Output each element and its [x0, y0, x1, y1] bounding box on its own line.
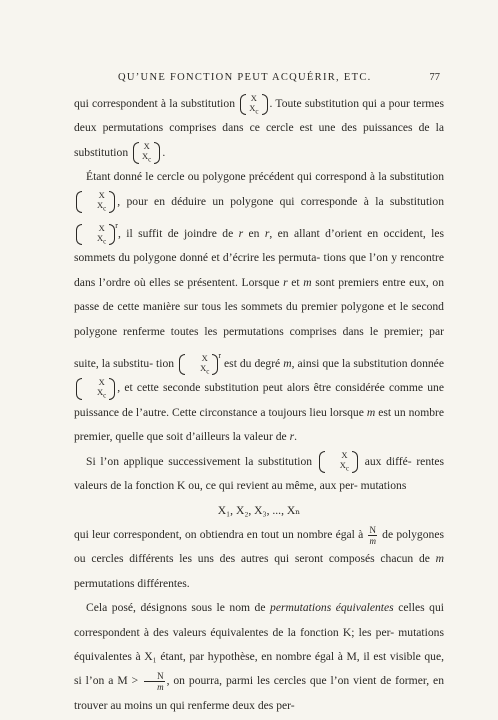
fraction-n-over-m: $\frac{N}{m}$ — [369, 524, 376, 546]
paragraph-3-continued: qui leur correspondent, on obtiendra en tout un nombre égal à $\frac{N}{m}$ de polygones ou cercles différents les uns des autres qui seront composés chacun de m permutations différentes. — [74, 524, 445, 590]
fraction-n-over-m: $\frac{N}{m}$ — [144, 671, 165, 692]
substitution-matrix: X $X_c$ — [240, 93, 267, 117]
permutation-sequence: X₁, X₂, X₃, ..., Xₙ — [217, 503, 301, 517]
paragraph-3: Si l’on applique successivement la substitution X $X_c$ aux diffé- rentes valeurs de la fonction K ou, ce qui revient au même, aux per- mutations — [74, 450, 444, 493]
substitution-matrix: X $X_c$ — [76, 190, 115, 214]
page-header — [0, 72, 498, 88]
paragraph-4: Cela posé, désignons sous le nom de permutations équivalentes celles qui correspondent à des valeurs équivalentes de la fonction K; les per- mutations équivalentes à X₁ étant, par hypothèse, en nombre égal à M, il est visible que, si l’on a M > $\frac{N}{m}$ , on pourra, parmi les cercles que l’on vient de former, en trouver au moins un qui renferme deux des per- — [74, 601, 445, 712]
substitution-matrix: X $X_c$ — [319, 450, 358, 474]
substitution-matrix: X $X_c$ — [76, 223, 115, 247]
paragraph-1: qui correspondent à la substitution X $X_c$ . Toute substitution qui a pour termes deux permutations comprises dans ce cercle est une des puissances de la substitution X $X_c$ . — [74, 92, 444, 164]
page-body — [74, 92, 444, 718]
substitution-matrix: X $X_c$ — [76, 377, 115, 401]
running-title: QU’UNE FONCTION PEUT ACQUÉRIR, ETC. — [118, 72, 372, 83]
substitution-matrix: X $X_c$ — [133, 141, 160, 165]
paragraph-2: Étant donné le cercle ou polygone précédent qui correspond à la substitution X $X_c$ , pour en déduire un polygone qui corresponde à la substitution X $X_c$ $^r$, il suffit de joindre de r en r, en allant d’orient en occident, les sommets du polygone donné et d’écrire les permuta- tions que l’on y rencontre dans l’ordre où elles se présentent. Lorsque r et m sont premiers entre eux, on passe de cette manière sur tous les sommets du premier polygone et le second polygone renferme toutes les permutations comprises dans le premier; par suite, la substitu- tion X $X_c$ $^r$ est du degré m, ainsi que la substitution donnée X $X_c$ , et cette seconde substitution peut alors être considérée comme une puissance de l’autre. Cette circonstance a toujours lieu lorsque m est un nombre premier, quelle que soit d’ailleurs la valeur de r. — [74, 170, 445, 444]
substitution-matrix: X $X_c$ — [179, 353, 218, 377]
page-number: 77 — [429, 72, 440, 83]
